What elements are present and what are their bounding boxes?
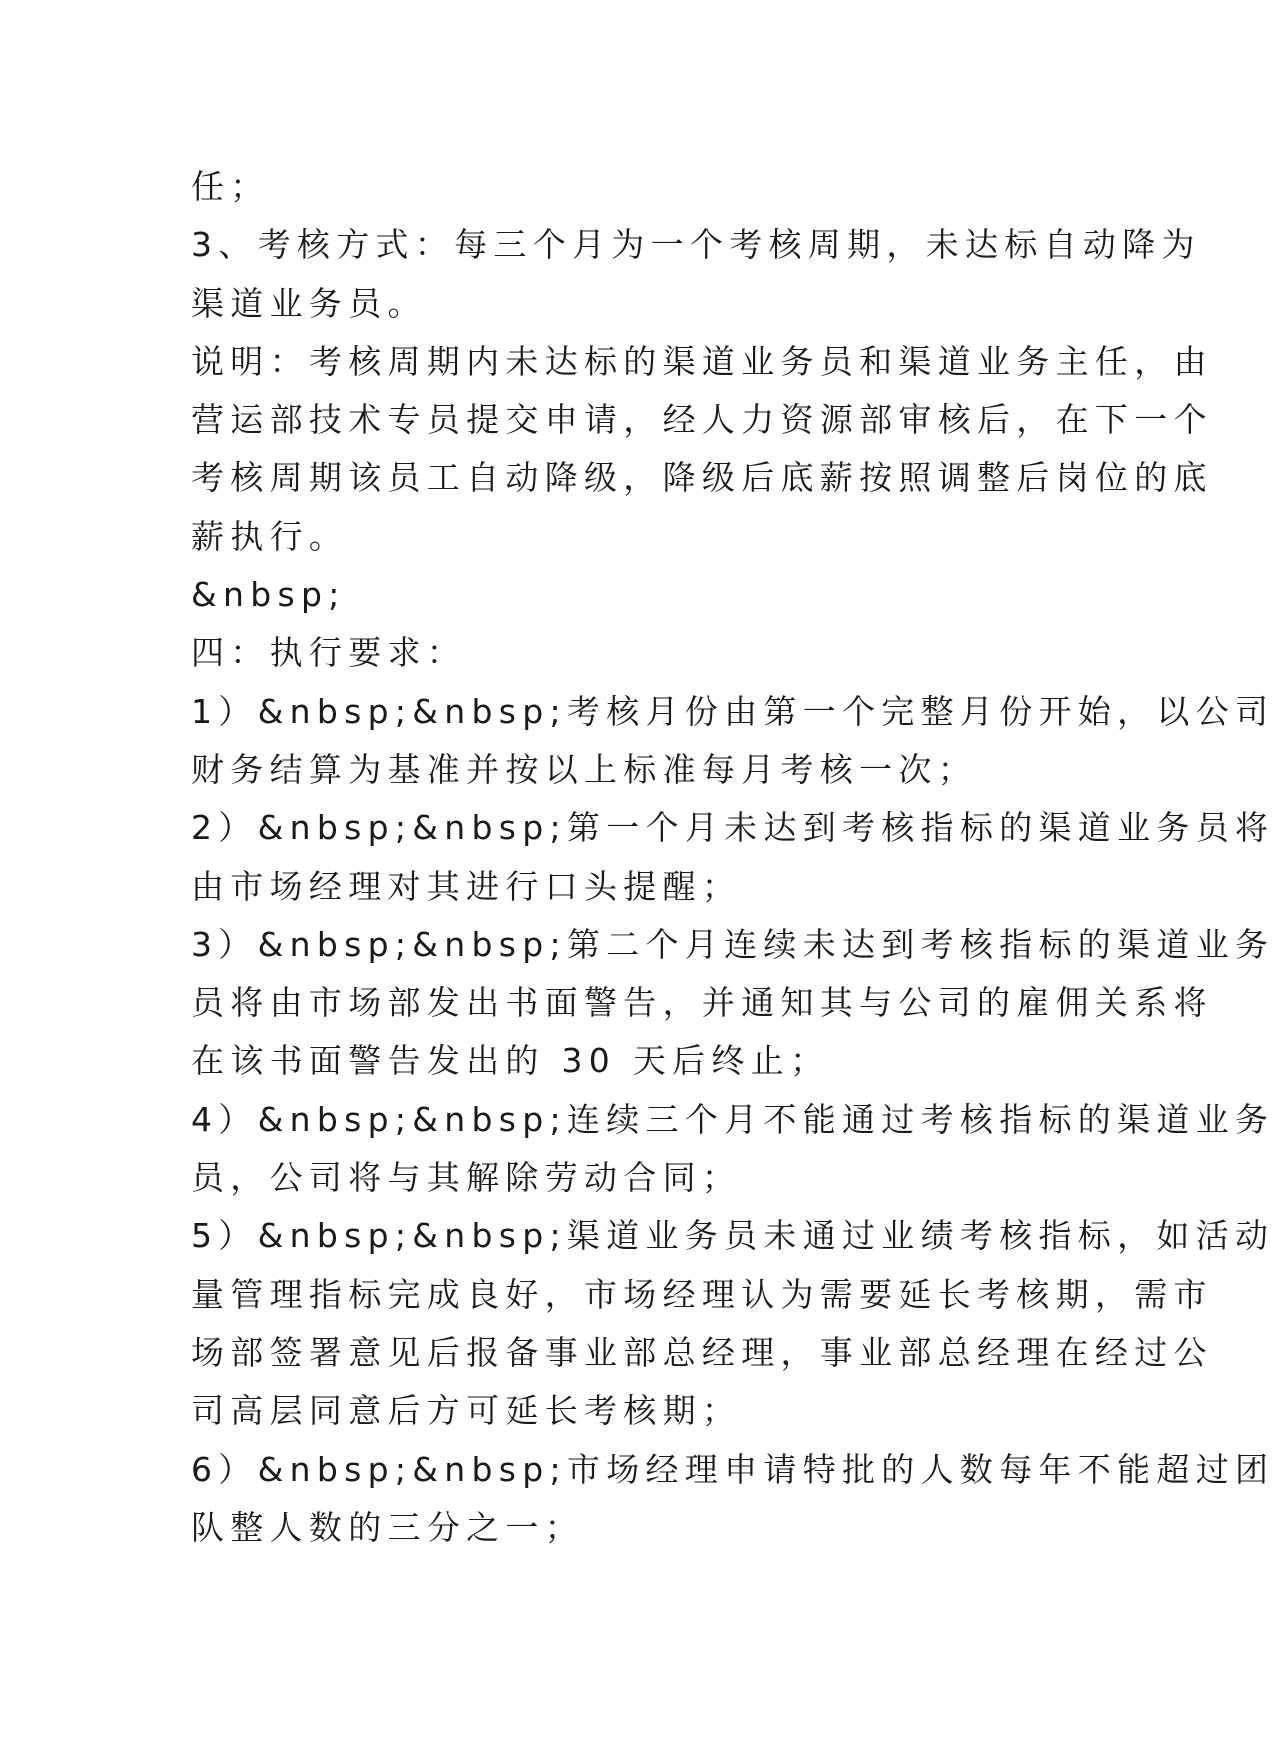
text-line: 队整人数的三分之一； (191, 1507, 584, 1547)
section-heading: 四：执行要求： (191, 633, 467, 673)
text-line: &nbsp; (191, 575, 346, 615)
text-line: 说明：考核周期内未达标的渠道业务员和渠道业务主任，由 (191, 341, 1213, 381)
text-line: 2）&nbsp;&nbsp;第一个月未达到考核指标的渠道业务员将 (191, 808, 1274, 848)
text-line: 4）&nbsp;&nbsp;连续三个月不能通过考核指标的渠道业务 (191, 1099, 1274, 1139)
text-line: 财务结算为基准并按以上标准每月考核一次； (191, 749, 977, 789)
text-line: 场部签署意见后报备事业部总经理，事业部总经理在经过公 (191, 1332, 1213, 1372)
text-line: 5）&nbsp;&nbsp;渠道业务员未通过业绩考核指标，如活动 (191, 1216, 1274, 1256)
text-line: 量管理指标完成良好，市场经理认为需要延长考核期，需市 (191, 1274, 1213, 1314)
text-line: 员，公司将与其解除劳动合同； (191, 1158, 742, 1198)
text-line: 营运部技术专员提交申请，经人力资源部审核后，在下一个 (191, 400, 1213, 440)
text-line: 6）&nbsp;&nbsp;市场经理申请特批的人数每年不能超过团 (191, 1449, 1274, 1489)
text-line: 由市场经理对其进行口头提醒； (191, 866, 742, 906)
text-line: 3、考核方式：每三个月为一个考核周期，未达标自动降为 (191, 225, 1201, 265)
text-line: 3）&nbsp;&nbsp;第二个月连续未达到考核指标的渠道业务 (191, 924, 1274, 964)
text-line: 司高层同意后方可延长考核期； (191, 1391, 742, 1431)
text-line: 薪执行。 (191, 516, 349, 556)
text-line: 在该书面警告发出的 30 天后终止； (191, 1041, 830, 1081)
text-line: 员将由市场部发出书面警告，并通知其与公司的雇佣关系将 (191, 983, 1213, 1023)
text-line: 任； (191, 167, 270, 206)
text-line: 考核周期该员工自动降级，降级后底薪按照调整后岗位的底 (191, 458, 1213, 498)
document-body (191, 158, 1274, 1557)
text-line: 渠道业务员。 (191, 283, 427, 323)
text-line: 1）&nbsp;&nbsp;考核月份由第一个完整月份开始，以公司 (191, 691, 1274, 731)
